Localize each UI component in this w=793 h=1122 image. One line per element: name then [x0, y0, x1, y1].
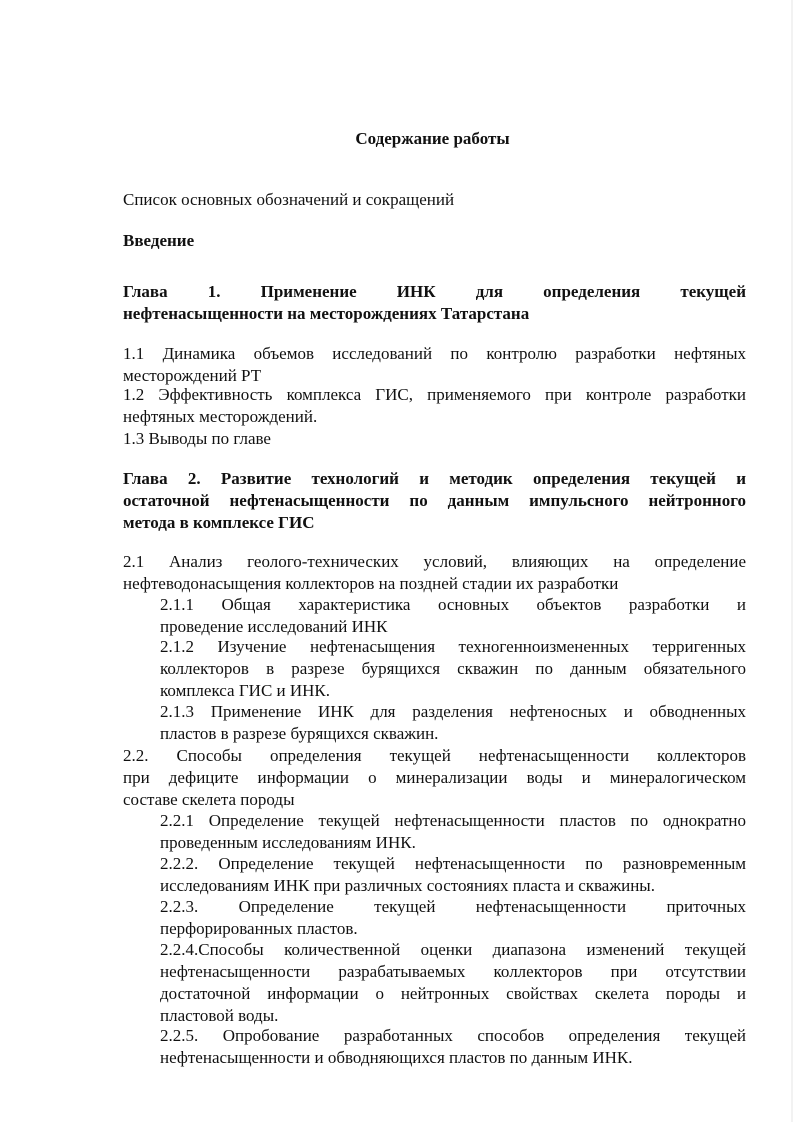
toc-section-1-3[interactable] — [123, 428, 746, 450]
toc-line: 1.2 Эффективность комплекса ГИС, применяемого при контроле разработки — [123, 385, 746, 404]
toc-line: 2.1 Анализ геолого-технических условий, влияющих на определение — [123, 552, 746, 571]
toc-line: нефтеводонасыщения коллекторов на поздней стадии их разработки — [123, 574, 619, 593]
toc-chapter-2[interactable] — [123, 468, 746, 534]
toc-abbreviations[interactable] — [123, 189, 746, 211]
toc-line: Список основных обозначений и сокращений — [123, 190, 455, 209]
toc-line: 1.1 Динамика объемов исследований по контролю разработки нефтяных — [123, 344, 746, 363]
toc-line: Глава 2. Развитие технологий и методик определения текущей и — [123, 469, 746, 488]
toc-line: нефтенасыщенности и обводняющихся пластов по данным ИНК. — [160, 1048, 633, 1067]
toc-line: 2.2.1 Определение текущей нефтенасыщенности пластов по однократно — [160, 811, 746, 830]
page-title: Содержание работы — [355, 129, 510, 148]
toc-section-2-1-1[interactable] — [160, 594, 746, 638]
toc-section-2-2[interactable] — [123, 745, 746, 811]
toc-section-2-1[interactable] — [123, 551, 746, 595]
toc-line: 2.1.2 Изучение нефтенасыщения техногенноизмененных терригенных — [160, 637, 746, 656]
toc-line: комплекса ГИС и ИНК. — [160, 681, 331, 700]
toc-line: Глава 1. Применение ИНК для определения текущей — [123, 282, 746, 301]
toc-line: 2.2.4.Способы количественной оценки диапазона изменений текущей — [160, 940, 746, 959]
toc-line: проведение исследований ИНК — [160, 617, 388, 636]
toc-line: 1.3 Выводы по главе — [123, 429, 271, 448]
toc-chapter-1[interactable] — [123, 281, 746, 325]
toc-section-2-2-1[interactable] — [160, 810, 746, 854]
toc-line: метода в комплексе ГИС — [123, 513, 315, 532]
toc-line: 2.2.2. Определение текущей нефтенасыщенности по разновременным — [160, 854, 746, 873]
toc-line: коллекторов в разрезе бурящихся скважин по данным обязательного — [160, 659, 746, 678]
toc-line: при дефиците информации о минерализации воды и минералогическом — [123, 768, 746, 787]
toc-line: 2.1.1 Общая характеристика основных объектов разработки и — [160, 595, 746, 614]
toc-line: перфорированных пластов. — [160, 919, 358, 938]
toc-line: 2.2.5. Опробование разработанных способов определения текущей — [160, 1026, 746, 1045]
toc-line: 2.2. Способы определения текущей нефтенасыщенности коллекторов — [123, 746, 746, 765]
toc-section-2-2-5[interactable] — [160, 1025, 746, 1069]
toc-section-1-1[interactable] — [123, 343, 746, 387]
toc-section-2-1-2[interactable] — [160, 636, 746, 702]
toc-line: 2.2.3. Определение текущей нефтенасыщенности приточных — [160, 897, 746, 916]
toc-section-2-2-2[interactable] — [160, 853, 746, 897]
toc-line: нефтяных месторождений. — [123, 407, 318, 426]
toc-line: Введение — [123, 231, 195, 250]
toc-line: пластов в разрезе бурящихся скважин. — [160, 724, 439, 743]
toc-line: пластовой воды. — [160, 1006, 279, 1025]
toc-line: 2.1.3 Применение ИНК для разделения нефтеносных и обводненных — [160, 702, 746, 721]
toc-line: достаточной информации о нейтронных свойствах скелета породы и — [160, 984, 746, 1003]
toc-line: исследованиям ИНК при различных состояниях пласта и скважины. — [160, 876, 655, 895]
toc-line: нефтенасыщенности разрабатываемых коллекторов при отсутствии — [160, 962, 746, 981]
toc-section-2-1-3[interactable] — [160, 701, 746, 745]
toc-section-2-2-3[interactable] — [160, 896, 746, 940]
toc-section-2-2-4[interactable] — [160, 939, 746, 1027]
toc-line: остаточной нефтенасыщенности по данным импульсного нейтронного — [123, 491, 746, 510]
toc-section-1-2[interactable] — [123, 384, 746, 428]
toc-introduction[interactable] — [123, 230, 746, 252]
toc-line: проведенным исследованиям ИНК. — [160, 833, 416, 852]
toc-line: составе скелета породы — [123, 790, 295, 809]
toc-line: месторождений РТ — [123, 366, 262, 385]
toc-line: нефтенасыщенности на месторождениях Татарстана — [123, 304, 530, 323]
